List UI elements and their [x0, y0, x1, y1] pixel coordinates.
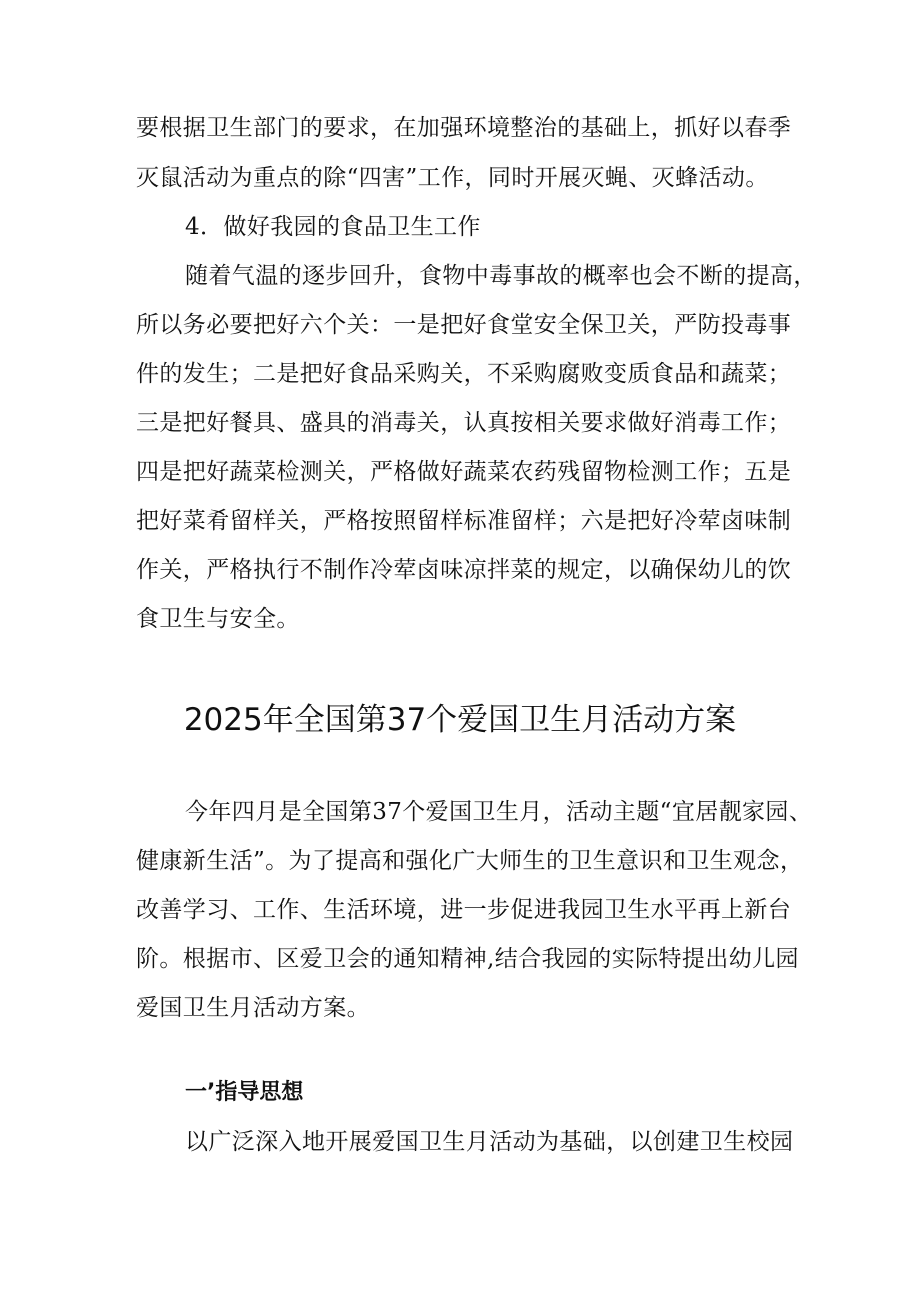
item-heading-food-hygiene: 4．做好我园的食品卫生工作	[185, 214, 481, 240]
section-heading-guiding-ideology: 一’指导思想	[185, 1080, 304, 1105]
paragraph-line: 三是把好餐具、盛具的消毒关，认真按相关要求做好消毒工作；	[136, 410, 792, 436]
paragraph-line: 食卫生与安全。	[136, 606, 300, 632]
intro-line: 健康新生活”。为了提高和强化广大师生的卫生意识和卫生观念，	[136, 848, 804, 874]
paragraph-line: 四是把好蔬菜检测关，严格做好蔬菜农药残留物检测工作；五是	[136, 459, 792, 485]
intro-line: 爱国卫生月活动方案。	[136, 995, 370, 1021]
paragraph-line: 作关，严格执行不制作冷荤卤味凉拌菜的规定，以确保幼儿的饮	[136, 557, 792, 583]
paragraph-line: 把好菜肴留样关，严格按照留样标准留样；六是把好冷荤卤味制	[136, 508, 792, 534]
intro-line: 今年四月是全国第37个爱国卫生月，活动主题“宜居靓家园、	[185, 799, 813, 825]
paragraph-line: 要根据卫生部门的要求，在加强环境整治的基础上，抓好以春季	[136, 115, 792, 141]
document-title: 2025年全国第37个爱国卫生月活动方案	[183, 702, 737, 738]
paragraph-line: 件的发生；二是把好食品采购关，不采购腐败变质食品和蔬菜；	[136, 361, 792, 387]
intro-line: 阶。根据市、区爱卫会的通知精神,结合我园的实际特提出幼儿园	[136, 946, 799, 972]
intro-line: 改善学习、工作、生活环境，进一步促进我园卫生水平再上新台	[136, 897, 792, 923]
paragraph-line: 所以务必要把好六个关：一是把好食堂安全保卫关，严防投毒事	[136, 312, 792, 338]
paragraph-line: 灭鼠活动为重点的除“四害”工作，同时开展灭蝇、灭蜂活动。	[136, 165, 769, 191]
paragraph-line: 以广泛深入地开展爱国卫生月活动为基础，以创建卫生校园	[185, 1129, 794, 1155]
paragraph-line: 随着气温的逐步回升，食物中毒事故的概率也会不断的提高，	[185, 263, 817, 289]
